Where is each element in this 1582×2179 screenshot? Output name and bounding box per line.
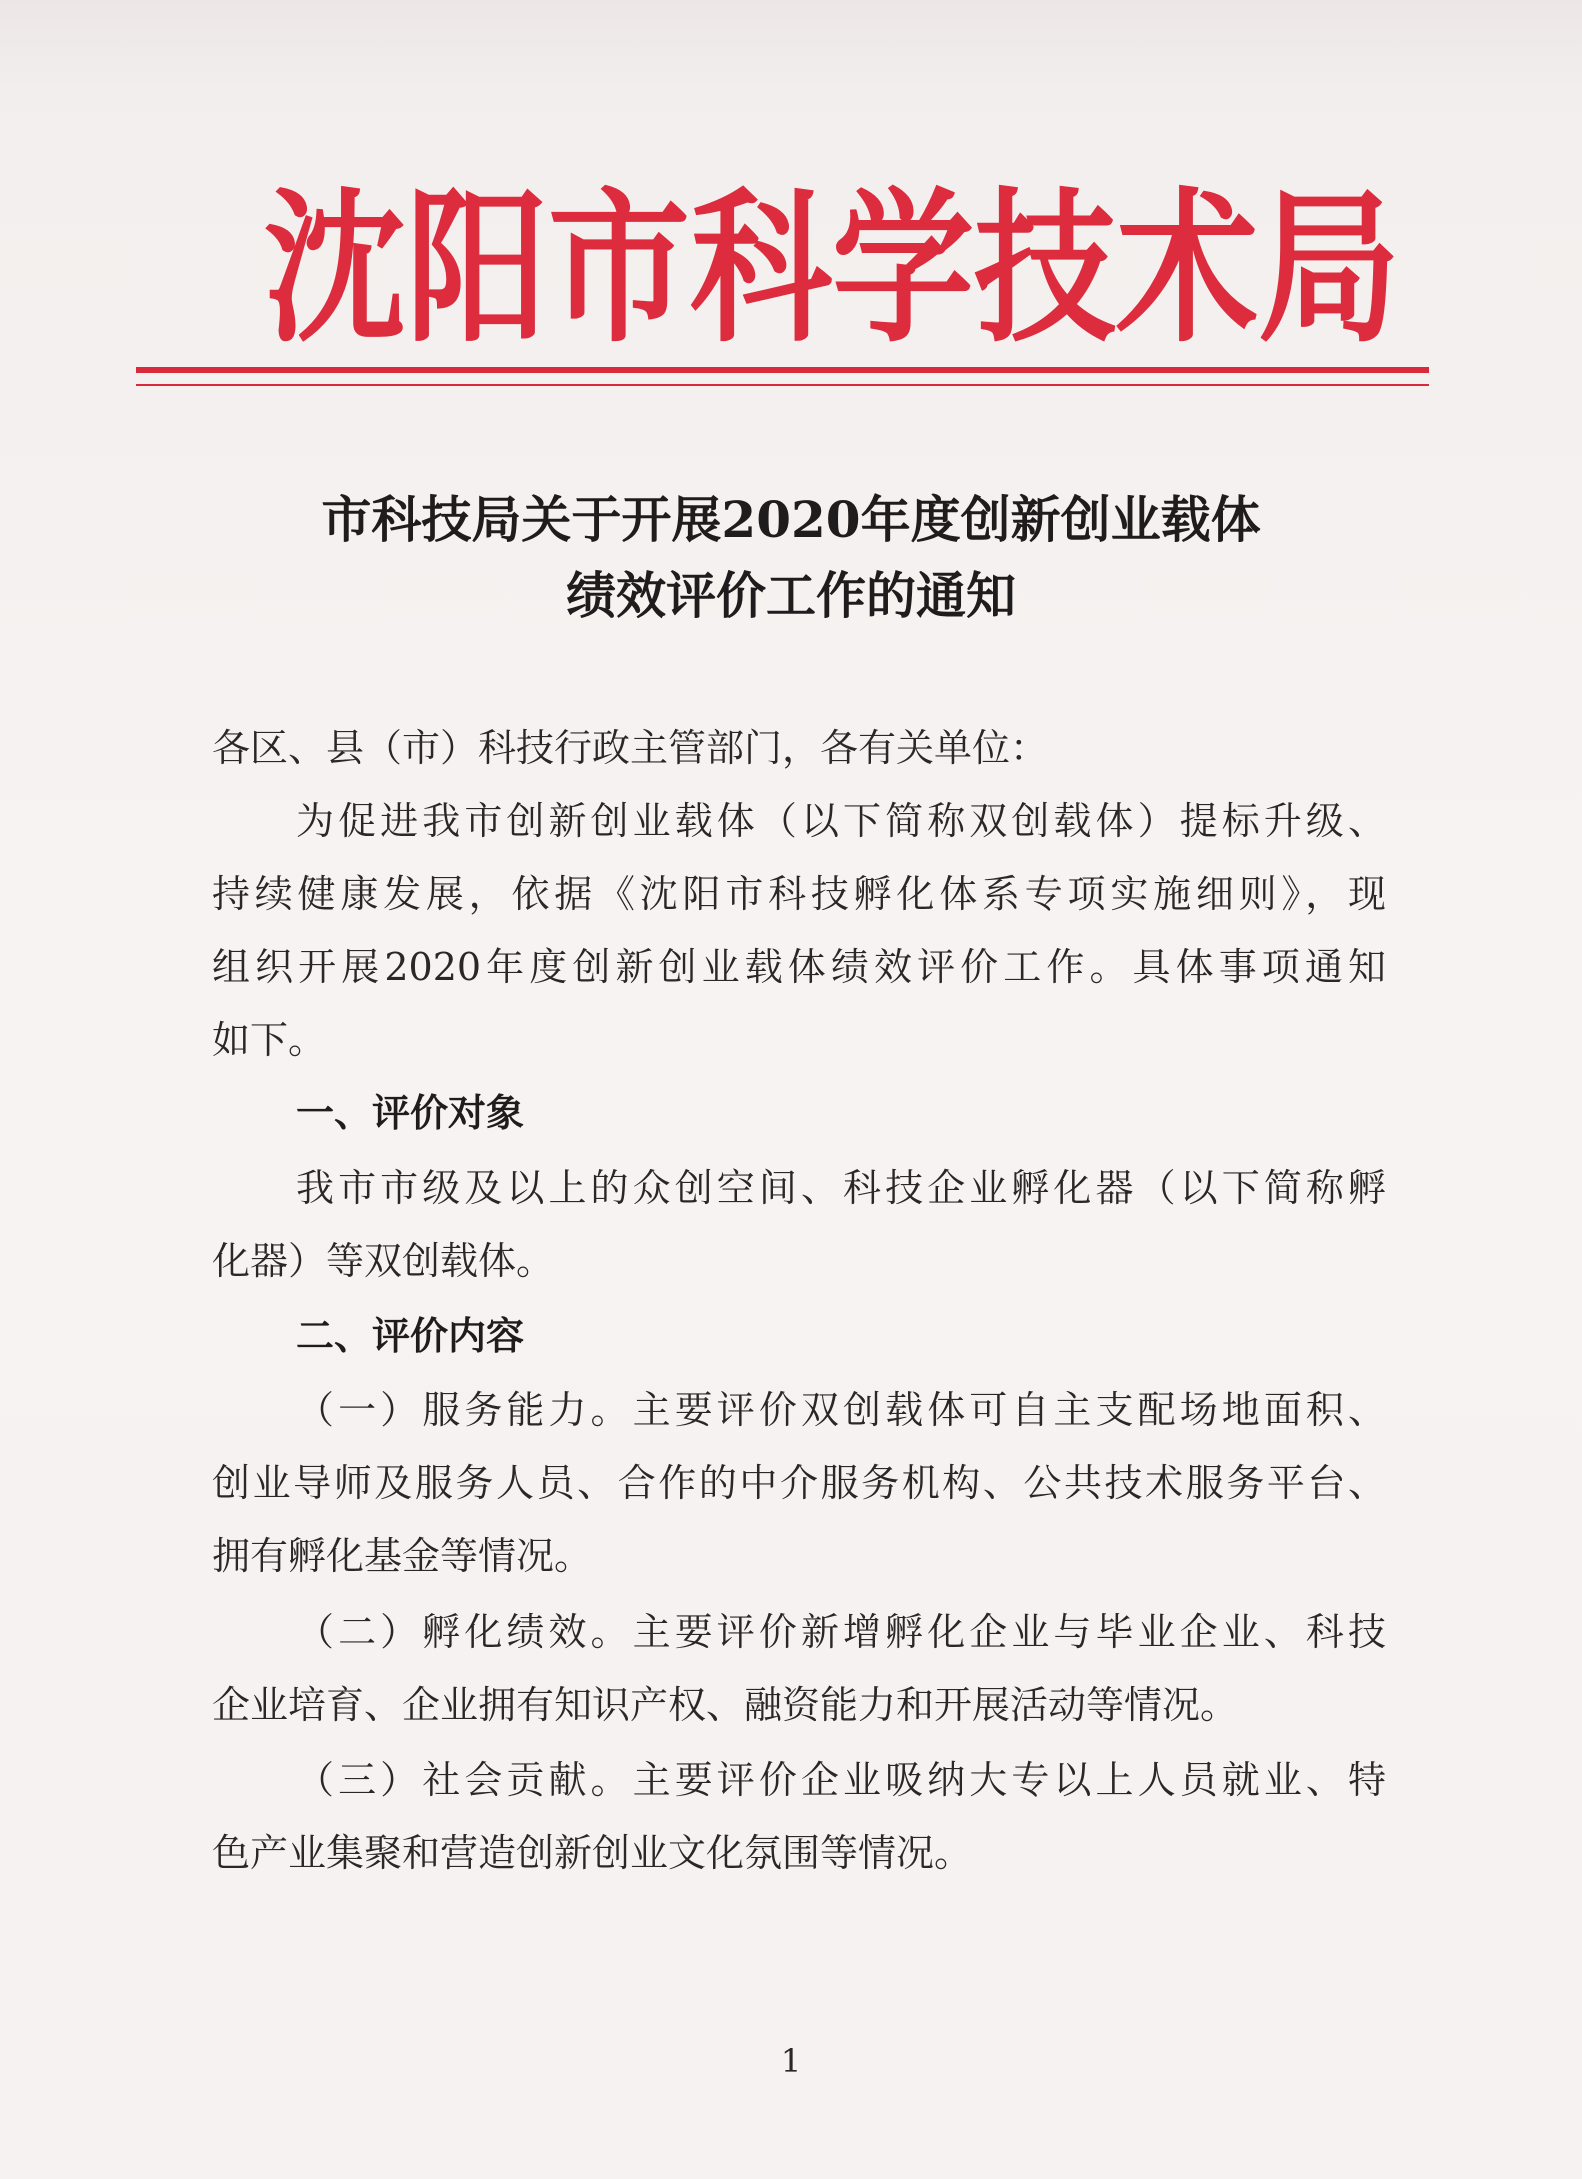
intro-line: 如下。 [212, 1018, 327, 1062]
section2-item1-line: 拥有孵化基金等情况。 [212, 1534, 593, 1578]
document-title-line-2: 绩效评价工作的通知 [566, 566, 1016, 625]
section1-line: 化器）等双创载体。 [212, 1239, 555, 1283]
section-heading-1: 一、评价对象 [296, 1091, 525, 1135]
masthead-char: 技 [974, 173, 1116, 366]
masthead-char: 局 [1258, 173, 1400, 366]
intro-line: 持续健康发展，依据《沈阳市科技孵化体系专项实施细则》，现 [212, 872, 1386, 916]
section2-item3-line: 色产业集聚和营造创新创业文化氛围等情况。 [212, 1831, 973, 1875]
masthead-char: 学 [832, 173, 974, 366]
section-heading-2: 二、评价内容 [296, 1314, 525, 1358]
masthead-char: 沈 [264, 173, 406, 366]
intro-line: 组织开展2020年度创新创业载体绩效评价工作。具体事项通知 [212, 945, 1386, 989]
masthead-char: 术 [1116, 173, 1258, 366]
salutation: 各区、县（市）科技行政主管部门，各有关单位： [212, 726, 1049, 770]
section2-item3-line: （三）社会贡献。主要评价企业吸纳大专以上人员就业、特 [296, 1758, 1386, 1802]
section2-item2-line: 企业培育、企业拥有知识产权、融资能力和开展活动等情况。 [212, 1683, 1239, 1727]
masthead-rule-thick [136, 367, 1429, 373]
masthead-char: 科 [690, 173, 832, 366]
masthead-char: 市 [548, 173, 690, 366]
document-title-line-1: 市科技局关于开展2020年度创新创业载体 [321, 490, 1261, 549]
masthead [264, 173, 1400, 366]
section2-item1-line: （一）服务能力。主要评价双创载体可自主支配场地面积、 [296, 1388, 1386, 1432]
scan-top-band [0, 0, 1582, 90]
intro-line: 为促进我市创新创业载体（以下简称双创载体）提标升级、 [296, 799, 1386, 843]
masthead-rule-thin [136, 384, 1429, 386]
section2-item2-line: （二）孵化绩效。主要评价新增孵化企业与毕业企业、科技 [296, 1610, 1386, 1654]
section2-item1-line: 创业导师及服务人员、合作的中介服务机构、公共技术服务平台、 [212, 1461, 1386, 1505]
masthead-char: 阳 [406, 173, 548, 366]
page-number: 1 [780, 2042, 802, 2080]
section1-line: 我市市级及以上的众创空间、科技企业孵化器（以下简称孵 [296, 1166, 1386, 1210]
